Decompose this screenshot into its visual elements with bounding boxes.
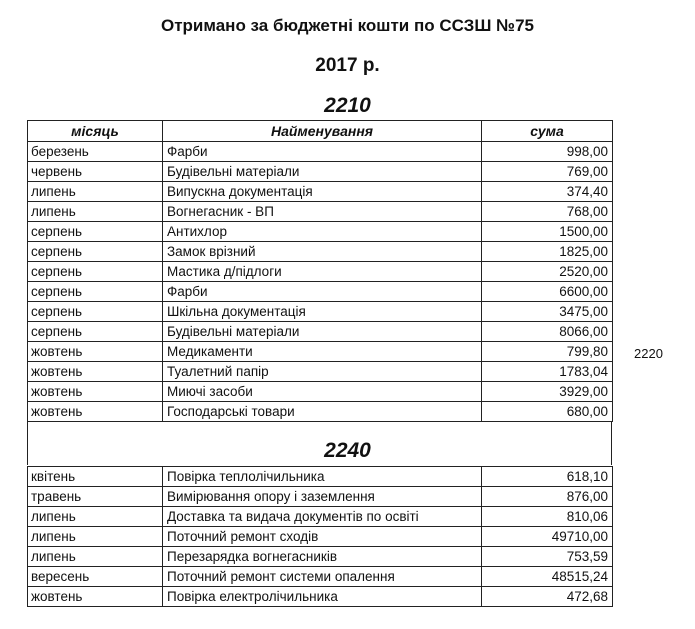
cell-month: жовтень	[28, 382, 163, 402]
cell-sum: 998,00	[482, 142, 613, 162]
table-row	[28, 527, 613, 547]
cell-name: Фарби	[163, 142, 482, 162]
cell-month: липень	[28, 547, 163, 567]
cell-month: серпень	[28, 242, 163, 262]
cell-name: Замок врізний	[163, 242, 482, 262]
header-name: Найменування	[163, 121, 482, 142]
table-header-row	[28, 121, 613, 142]
cell-month: червень	[28, 162, 163, 182]
cell-name: Туалетний папір	[163, 362, 482, 382]
table-body-2210	[28, 142, 613, 422]
table-row	[28, 202, 613, 222]
table-row	[28, 182, 613, 202]
cell-month: серпень	[28, 282, 163, 302]
cell-sum: 374,40	[482, 182, 613, 202]
cell-sum: 680,00	[482, 402, 613, 422]
cell-name: Фарби	[163, 282, 482, 302]
table-row	[28, 142, 613, 162]
cell-month: липень	[28, 202, 163, 222]
cell-month: жовтень	[28, 587, 163, 607]
cell-name: Повірка теплолічильника	[163, 467, 482, 487]
section-code-2240: 2240	[324, 439, 371, 462]
table-row	[28, 507, 613, 527]
cell-name: Мастика д/підлоги	[163, 262, 482, 282]
cell-sum: 6600,00	[482, 282, 613, 302]
cell-name: Повірка електролічильника	[163, 587, 482, 607]
cell-month: вересень	[28, 567, 163, 587]
cell-month: липень	[28, 527, 163, 547]
cell-month: жовтень	[28, 362, 163, 382]
cell-name: Будівельні матеріали	[163, 322, 482, 342]
table-row	[28, 402, 613, 422]
cell-sum: 1825,00	[482, 242, 613, 262]
cell-name: Випускна документація	[163, 182, 482, 202]
cell-month: травень	[28, 487, 163, 507]
cell-sum: 1500,00	[482, 222, 613, 242]
table-row	[28, 587, 613, 607]
cell-name: Доставка та видача документів по освіті	[163, 507, 482, 527]
cell-month: серпень	[28, 262, 163, 282]
table-row	[28, 342, 613, 362]
table-row	[28, 547, 613, 567]
cell-sum: 618,10	[482, 467, 613, 487]
table-row	[28, 362, 613, 382]
table-row	[28, 262, 613, 282]
cell-name: Вогнегасник - ВП	[163, 202, 482, 222]
cell-sum: 3929,00	[482, 382, 613, 402]
cell-sum: 8066,00	[482, 322, 613, 342]
cell-name: Будівельні матеріали	[163, 162, 482, 182]
table-row	[28, 282, 613, 302]
cell-name: Миючі засоби	[163, 382, 482, 402]
table-2210	[27, 120, 613, 422]
document-year: 2017 р.	[315, 55, 380, 76]
cell-month: жовтень	[28, 402, 163, 422]
cell-month: жовтень	[28, 342, 163, 362]
cell-sum: 810,06	[482, 507, 613, 527]
table-2240	[27, 466, 613, 607]
cell-sum: 49710,00	[482, 527, 613, 547]
cell-sum: 876,00	[482, 487, 613, 507]
cell-month: липень	[28, 182, 163, 202]
cell-name: Перезарядка вогнегасників	[163, 547, 482, 567]
table-body-2240	[28, 467, 613, 607]
table-row	[28, 322, 613, 342]
cell-month: серпень	[28, 302, 163, 322]
header-sum: сума	[482, 121, 613, 142]
cell-sum: 48515,24	[482, 567, 613, 587]
table-row	[28, 467, 613, 487]
cell-sum: 769,00	[482, 162, 613, 182]
cell-name: Вимірювання опору і заземлення	[163, 487, 482, 507]
table-row	[28, 162, 613, 182]
cell-month: квітень	[28, 467, 163, 487]
table-row	[28, 242, 613, 262]
cell-name: Господарські товари	[163, 402, 482, 422]
document-title: Отримано за бюджетні кошти по ССЗШ №75	[160, 16, 534, 35]
table-row	[28, 487, 613, 507]
cell-sum: 3475,00	[482, 302, 613, 322]
header-month: місяць	[28, 121, 163, 142]
table-row	[28, 302, 613, 322]
cell-sum: 1783,04	[482, 362, 613, 382]
cell-name: Медикаменти	[163, 342, 482, 362]
side-note: 2220	[634, 346, 663, 361]
table-row	[28, 382, 613, 402]
cell-sum: 472,68	[482, 587, 613, 607]
cell-month: серпень	[28, 222, 163, 242]
cell-month: липень	[28, 507, 163, 527]
cell-name: Антихлор	[163, 222, 482, 242]
cell-sum: 2520,00	[482, 262, 613, 282]
cell-sum: 799,80	[482, 342, 613, 362]
cell-name: Поточний ремонт системи опалення	[163, 567, 482, 587]
cell-sum: 753,59	[482, 547, 613, 567]
section-code-2210: 2210	[324, 94, 371, 117]
cell-month: серпень	[28, 322, 163, 342]
cell-month: березень	[28, 142, 163, 162]
table-row	[28, 222, 613, 242]
cell-sum: 768,00	[482, 202, 613, 222]
cell-name: Поточний ремонт сходів	[163, 527, 482, 547]
table-row	[28, 567, 613, 587]
cell-name: Шкільна документація	[163, 302, 482, 322]
